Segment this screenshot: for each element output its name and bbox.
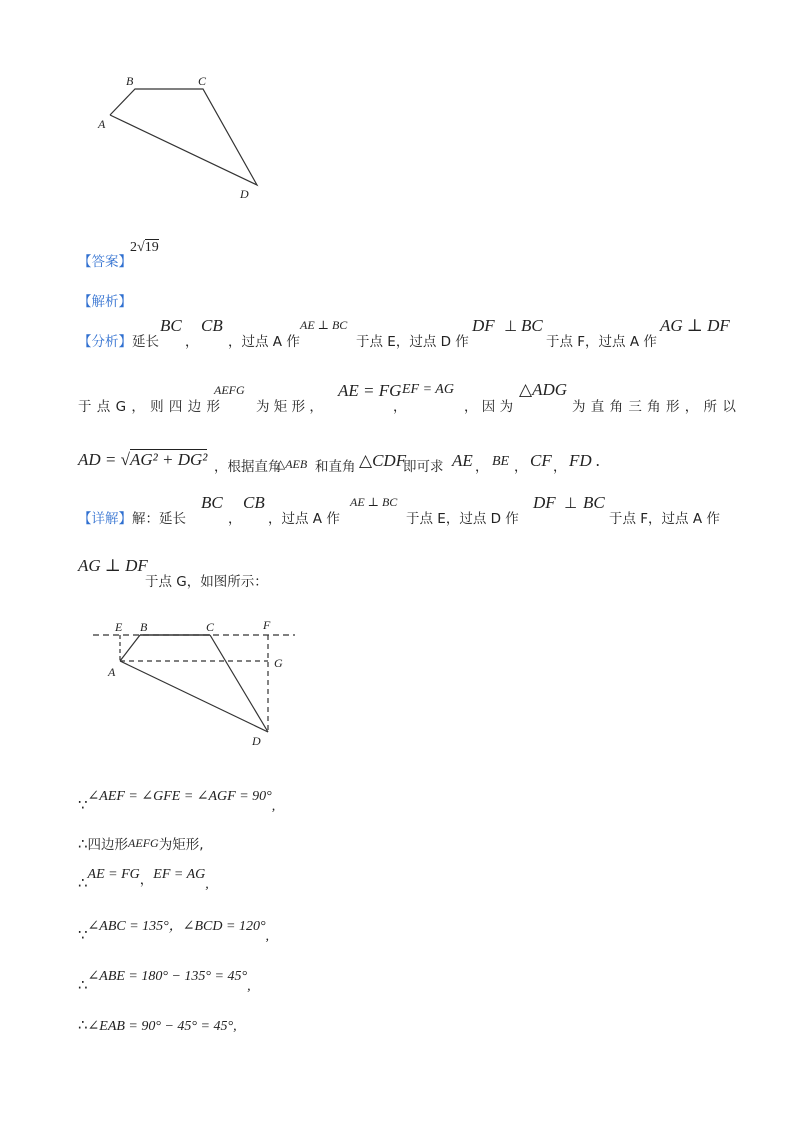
step-1-expr: ∠AEF = ∠GFE = ∠AGF = 90° <box>87 789 272 804</box>
because-symbol-2: ∵ <box>78 926 88 944</box>
fenxi-tri-adg: △ADG <box>519 380 568 399</box>
step-4-tail: , <box>265 929 270 944</box>
fenxi-aefg: AEFG <box>214 383 245 397</box>
xiangjie-text-2: ，过点 A 作 <box>268 511 340 527</box>
step-4 <box>78 915 270 944</box>
fenxi-ae-fg: AE = FG <box>338 381 402 400</box>
xiangjie-bc-2: BC <box>583 493 605 512</box>
fenxi-ae-perp-bc: AE ⊥ BC <box>300 318 348 332</box>
step-6-tail: , <box>233 1019 237 1034</box>
step-5 <box>78 965 251 994</box>
xiangjie-text-5: 于点 G，如图所示： <box>145 574 268 590</box>
xiangjie-ag-perp-df: AG ⊥ DF <box>78 556 148 575</box>
xiangjie-tag-line <box>78 507 186 527</box>
fenxi-bc-2: BC <box>521 316 543 335</box>
therefore-symbol-3: ∴ <box>78 976 88 994</box>
step-5-expr: ∠ABE = 180° − 135° = 45° <box>87 969 248 984</box>
step-3-tail: , <box>205 877 209 892</box>
step-3 <box>78 862 209 892</box>
step-2-pre: 四边形 <box>87 837 129 853</box>
therefore-symbol: ∴ <box>78 835 88 853</box>
label-f: F <box>263 618 271 632</box>
fenxi-cb: CB <box>201 316 223 335</box>
fenxi-period: . <box>596 451 601 470</box>
step-6 <box>78 1015 237 1035</box>
label-a2: A <box>108 665 116 679</box>
xiangjie-perp: ⊥ <box>564 494 578 512</box>
quadrilateral-figure <box>90 70 280 205</box>
step-5-tail: , <box>247 979 251 994</box>
fenxi-perp: ⊥ <box>504 317 518 335</box>
fenxi-fd: FD <box>569 451 592 470</box>
fenxi-comma-4: ， <box>514 459 528 475</box>
xiangjie-text-1: 解：延长 <box>132 511 186 527</box>
fenxi-text-4: 于点 F，过点 A 作 <box>546 334 657 350</box>
fenxi-ag-perp-df: AG ⊥ DF <box>660 316 730 335</box>
label-b: B <box>126 74 134 88</box>
label-b2: B <box>140 620 148 634</box>
because-symbol: ∵ <box>78 796 88 814</box>
fenxi-ad-formula: AD = √AG² + DG² <box>78 450 208 469</box>
fenxi-ae: AE <box>452 451 473 470</box>
label-c: C <box>198 74 207 88</box>
answer-line <box>78 250 132 270</box>
fenxi-line3-text-2: 和直角 <box>315 459 356 475</box>
xiangjie-ae-perp-bc: AE ⊥ BC <box>350 495 398 509</box>
xiangjie-tag: 【详解】 <box>78 511 132 527</box>
step-3-comma: ， <box>139 872 154 888</box>
step-3-expr2: EF = AG <box>153 867 206 882</box>
fenxi-comma-2: ， <box>393 399 407 415</box>
fenxi-comma: ， <box>185 334 199 350</box>
step-2-mid: AEFG <box>128 836 159 850</box>
step-1 <box>78 785 276 814</box>
step-3-expr: AE = FG <box>87 867 140 882</box>
answer-tag: 【答案】 <box>78 254 132 270</box>
label-d2: D <box>252 734 261 748</box>
fenxi-ad-lhs: AD = <box>78 450 117 469</box>
step-4-expr: ∠ABC = 135°，∠BCD = 120° <box>87 919 266 934</box>
answer-value: 2√19 <box>130 240 159 255</box>
xiangjie-bc: BC <box>201 493 223 512</box>
label-g: G <box>274 656 283 670</box>
fenxi-ad-radicand: AG² + DG² <box>129 450 208 469</box>
fenxi-ef-ag: EF = AG <box>402 382 454 397</box>
label-c2: C <box>206 620 215 634</box>
fenxi-comma-3: ， <box>475 459 489 475</box>
fenxi-text-1: 延长 <box>132 334 159 350</box>
fenxi-line3-text-3: 即可求 <box>403 459 444 475</box>
fenxi-tag-line <box>78 330 159 350</box>
label-a: A <box>98 117 106 131</box>
fenxi-line2-text-4: 为 直 角 三 角 形 ， 所 以 <box>572 399 736 415</box>
step-6-expr: ∠EAB = 90° − 45° = 45° <box>87 1019 234 1034</box>
step-1-tail: , <box>271 799 276 814</box>
fenxi-line3-text-1: ，根据直角 <box>214 459 282 475</box>
fenxi-cf: CF <box>530 451 552 470</box>
construction-figure <box>88 615 303 750</box>
xiangjie-text-3: 于点 E，过点 D 作 <box>406 511 519 527</box>
fenxi-text-3: 于点 E，过点 D 作 <box>356 334 469 350</box>
xiangjie-cb: CB <box>243 493 265 512</box>
label-e: E <box>115 620 123 634</box>
quadrilateral-outline <box>110 89 257 185</box>
fenxi-df: DF <box>472 316 495 335</box>
analysis-tag: 【解析】 <box>78 294 132 310</box>
step-2 <box>78 833 204 853</box>
fenxi-tag: 【分析】 <box>78 334 132 350</box>
xiangjie-df: DF <box>533 493 556 512</box>
therefore-symbol-2: ∴ <box>78 874 88 892</box>
xiangjie-comma: ， <box>228 511 242 527</box>
answer-radicand: 19 <box>144 240 159 255</box>
fenxi-text-2: ，过点 A 作 <box>228 334 300 350</box>
fenxi-line2-text-3: ， 因 为 <box>464 399 514 415</box>
step-2-post: 为矩形, <box>158 837 204 853</box>
label-d: D <box>240 187 249 201</box>
answer-coef: 2 <box>130 240 137 255</box>
fenxi-line2-text-2: 为 矩 形 ， <box>256 399 323 415</box>
segment-ab <box>120 635 140 661</box>
fenxi-be: BE <box>492 454 510 469</box>
fenxi-bc: BC <box>160 316 182 335</box>
segment-ad <box>120 661 268 732</box>
xiangjie-text-4: 于点 F，过点 A 作 <box>609 511 720 527</box>
fenxi-line2-text-1: 于 点 G ， 则 四 边 形 <box>78 399 220 415</box>
fenxi-tri-aeb: △AEB <box>276 457 308 471</box>
therefore-symbol-4: ∴ <box>78 1016 88 1034</box>
fenxi-comma-5: ， <box>553 459 567 475</box>
fenxi-tri-cdf: △CDF <box>359 451 407 470</box>
